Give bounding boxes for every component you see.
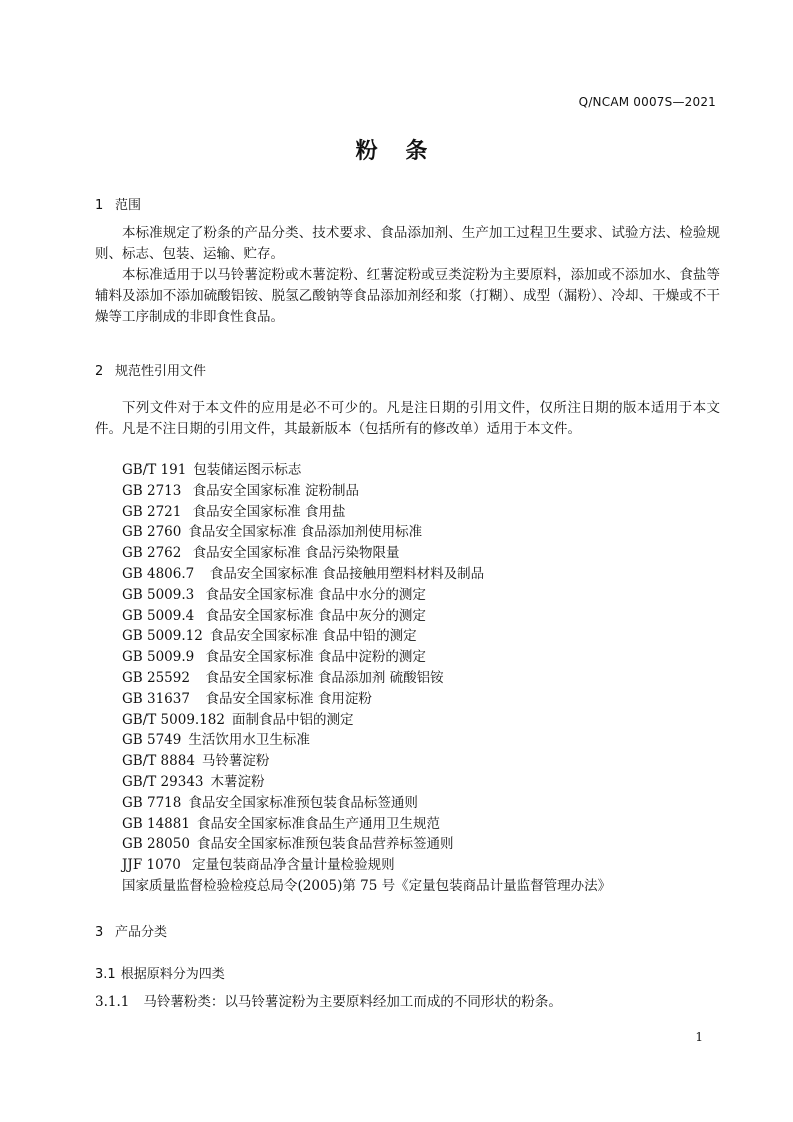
reference-title: 食品安全国家标准 食用淀粉	[205, 690, 372, 707]
section-number: 3	[95, 925, 104, 940]
reference-item	[122, 460, 611, 481]
references-intro: 下列文件对于本文件的应用是必不可少的。凡是注日期的引用文件，仅所注日期的版本适用于本文件。凡是不注日期的引用文件，其最新版本（包括所有的修改单）适用于本文件。	[95, 400, 720, 437]
reference-code: GB 31637	[122, 690, 199, 707]
reference-code: GB 5009.4	[122, 607, 199, 624]
section-2-heading	[95, 360, 206, 379]
clause-text: 马铃薯粉类：以马铃薯淀粉为主要原料经加工而成的不同形状的粉条。	[143, 994, 562, 1010]
reference-code: GB 5009.9	[122, 649, 199, 666]
reference-item	[122, 543, 611, 564]
reference-code: GB 2721	[122, 503, 186, 520]
reference-title: 生活饮用水卫生标准	[188, 732, 310, 749]
reference-item	[122, 855, 611, 876]
clause-3-1-1	[95, 990, 562, 1010]
reference-item	[122, 772, 611, 793]
section-1-heading	[95, 194, 141, 213]
scope-paragraph-2: 本标准适用于以马铃薯淀粉或木薯淀粉、红薯淀粉或豆类淀粉为主要原料，添加或不添加水、食盐等辅料及添加不添加硫酸铝铵、脱氢乙酸钠等食品添加剂经和浆（打糊）、成型（漏粉）、冷却、干燥或不干燥等工序制成的非即食性食品。	[95, 267, 720, 325]
reference-title: 食品安全国家标准 食品中水分的测定	[205, 586, 426, 603]
reference-code: GB/T 5009.182	[122, 711, 225, 728]
page-number: 1	[695, 1030, 703, 1044]
reference-title: 面制食品中铝的测定	[231, 711, 354, 728]
reference-title: 食品安全国家标准 食品污染物限量	[192, 545, 400, 562]
reference-title: 国家质量监督检验检疫总局令(2005)第 75 号《定量包装商品计量监督管理办法》	[122, 877, 612, 894]
reference-title: 食品安全国家标准 食品添加剂 硫酸铝铵	[205, 669, 444, 686]
reference-title: 食品安全国家标准食品生产通用卫生规范	[196, 815, 440, 832]
reference-title: 食品安全国家标准 食品添加剂使用标准	[188, 524, 423, 541]
reference-code: GB 28050	[122, 836, 190, 853]
reference-title: 食品安全国家标准 食品中淀粉的测定	[205, 649, 426, 666]
reference-item	[122, 522, 611, 543]
reference-title: 定量包装商品净含量计量检验规则	[192, 857, 395, 874]
reference-code: GB 5749	[122, 732, 182, 749]
reference-title: 食品安全国家标准 食品中铅的测定	[209, 628, 417, 645]
reference-title: 食品安全国家标准 淀粉制品	[192, 482, 359, 499]
reference-code: GB 4806.7	[122, 565, 203, 582]
reference-title: 木薯淀粉	[210, 773, 265, 790]
reference-item	[122, 814, 611, 835]
reference-title: 食品安全国家标准 食品接触用塑料材料及制品	[209, 565, 485, 582]
reference-code: GB 2760	[122, 524, 182, 541]
reference-item	[122, 710, 611, 731]
reference-code: GB 2762	[122, 545, 186, 562]
reference-item	[122, 668, 611, 689]
reference-code: GB 25592	[122, 669, 199, 686]
reference-item	[122, 502, 611, 523]
reference-code: GB/T 8884	[122, 753, 195, 770]
reference-code: GB 14881	[122, 815, 190, 832]
reference-item	[122, 626, 611, 647]
reference-code: GB 7718	[122, 794, 182, 811]
reference-code: GB 2713	[122, 482, 186, 499]
reference-item	[122, 647, 611, 668]
reference-code: GB/T 191	[122, 462, 187, 478]
reference-code: GB 5009.3	[122, 586, 199, 603]
reference-item	[122, 751, 611, 772]
reference-list	[122, 460, 611, 897]
subsection-title: 根据原料分为四类	[120, 967, 225, 982]
reference-item	[122, 876, 611, 897]
reference-title: 食品安全国家标准预包装食品营养标签通则	[196, 836, 454, 853]
reference-item	[122, 730, 611, 751]
clause-number: 3.1.1	[95, 994, 130, 1010]
section-title: 产品分类	[115, 925, 168, 940]
section-title: 规范性引用文件	[115, 364, 207, 379]
reference-item	[122, 564, 611, 585]
reference-item	[122, 606, 611, 627]
reference-code: GB/T 29343	[122, 773, 204, 790]
reference-item	[122, 481, 611, 502]
section-number: 1	[95, 198, 104, 213]
reference-item	[122, 834, 611, 855]
reference-code: GB 5009.12	[122, 628, 203, 645]
reference-item	[122, 689, 611, 710]
reference-item	[122, 793, 611, 814]
scope-paragraph-1: 本标准规定了粉条的产品分类、技术要求、食品添加剂、生产加工过程卫生要求、试验方法、检验规则、标志、包装、运输、贮存。	[95, 225, 720, 262]
section-number: 2	[95, 364, 104, 379]
document-title: 粉 条	[355, 139, 438, 164]
reference-title: 食品安全国家标准 食用盐	[192, 503, 346, 520]
subsection-3-1-heading	[95, 963, 225, 982]
reference-title: 马铃薯淀粉	[201, 753, 270, 770]
subsection-number: 3.1	[95, 967, 116, 982]
reference-title: 食品安全国家标准 食品中灰分的测定	[205, 607, 426, 624]
reference-title: 食品安全国家标准预包装食品标签通则	[188, 794, 418, 811]
section-title: 范围	[115, 198, 142, 213]
reference-item	[122, 585, 611, 606]
reference-code: JJF 1070	[122, 857, 186, 874]
standard-code: Q/NCAM 0007S—2021	[578, 95, 716, 109]
section-3-heading	[95, 921, 167, 940]
reference-title: 包装储运图示标志	[193, 462, 302, 478]
